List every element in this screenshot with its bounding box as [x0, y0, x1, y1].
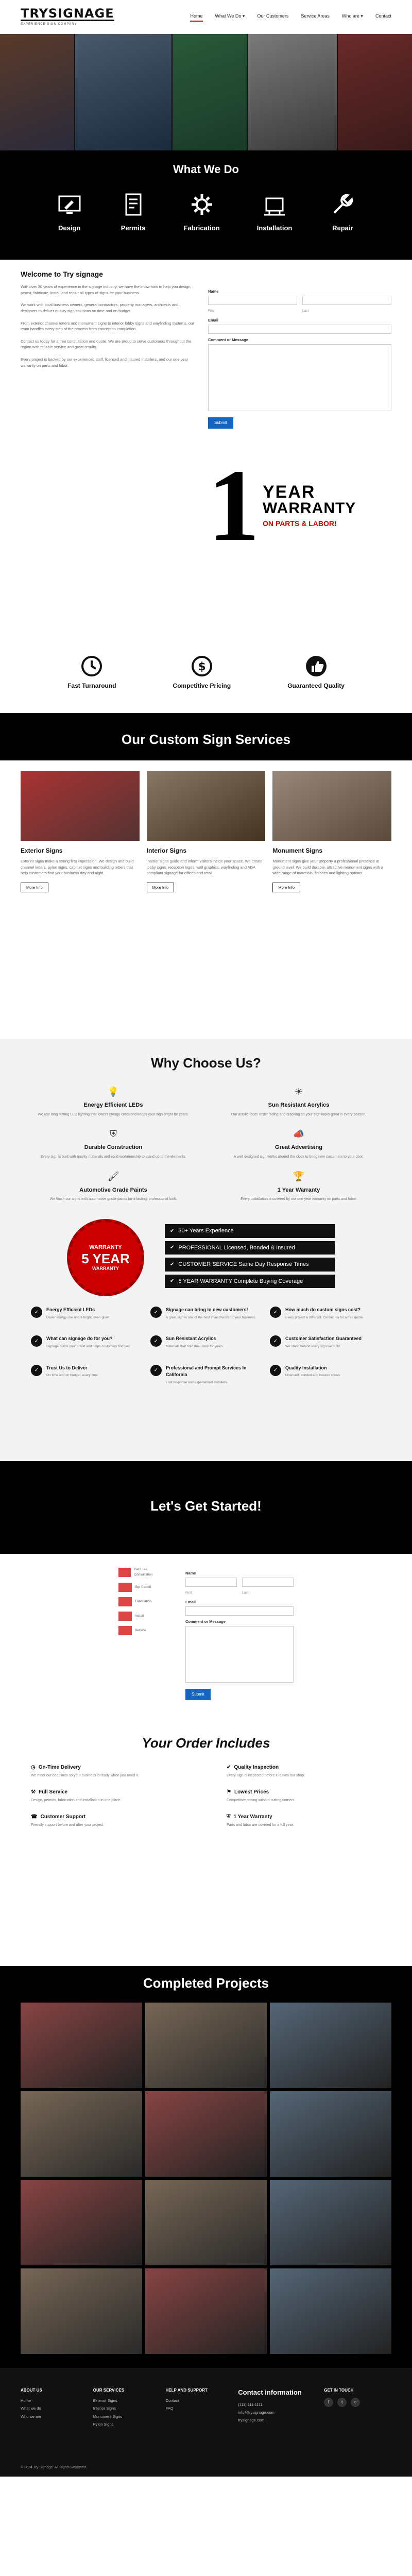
footer-link[interactable]: Who we are	[21, 2414, 42, 2419]
footer-link[interactable]: Pylon Signs	[93, 2421, 114, 2427]
check-icon: ✓	[150, 1307, 162, 1318]
warranty-graphic	[208, 449, 391, 563]
warranty-one: 1	[208, 449, 260, 563]
step-label: Get Free Consultation	[134, 1568, 153, 1577]
service-text: Exterior signs make a strong first impression. We design and build channel letters, pylon signs, cabinet signs and building letters that help customers find your business day and night.	[21, 859, 134, 876]
check-icon: ✓	[31, 1307, 42, 1318]
include-item	[227, 1788, 381, 1804]
hero-image	[0, 34, 74, 150]
service-photo	[21, 771, 140, 841]
footer-link[interactable]: Monument Signs	[93, 2414, 123, 2419]
include-text: Competitive pricing without cutting corners.	[227, 1798, 296, 1802]
benefit-item: ✔ 5 YEAR WARRANTY Complete Buying Coverage	[165, 1275, 335, 1289]
welcome-paragraph: We work with local business owners, general contractors, property managers, architects and designers to deliver quality sign solutions on time and on budget.	[21, 302, 179, 313]
service-repair[interactable]	[329, 191, 356, 233]
service-permits[interactable]	[120, 191, 147, 233]
feature-guaranteed-quality	[287, 654, 345, 690]
fabrication-icon	[188, 191, 215, 218]
include-title: 1 Year Warranty	[233, 1814, 272, 1820]
reason-item	[270, 1335, 381, 1349]
service-design[interactable]	[56, 191, 83, 233]
nav-who-are[interactable]: Who are ▾	[341, 13, 363, 19]
feature-label: Fast Turnaround	[67, 682, 116, 689]
reason-title: Customer Satisfaction Guaranteed	[285, 1336, 362, 1342]
why-title: Automotive Grade Paints	[79, 1187, 147, 1193]
submit-button[interactable]: Submit	[185, 1689, 211, 1700]
footer-contact	[238, 2387, 319, 2477]
warranty-seal	[67, 1219, 144, 1296]
why-text: We finish our signs with automotive grade paints for a lasting, professional look.	[49, 1197, 177, 1201]
welcome-title: Welcome to Try signage	[21, 270, 104, 278]
reason-item	[150, 1335, 262, 1349]
why-title: Energy Efficient LEDs	[83, 1102, 143, 1108]
include-item	[227, 1813, 381, 1828]
footer-heading: HELP AND SUPPORT	[165, 2388, 208, 2393]
service-title: Interior Signs	[146, 847, 186, 854]
hero-image	[173, 34, 247, 150]
reason-text: Materials that hold their color for years.	[166, 1344, 224, 1348]
why-item	[216, 1086, 381, 1117]
logo[interactable]	[21, 7, 114, 27]
reason-title: How much do custom signs cost?	[285, 1307, 361, 1313]
feature-label: Guaranteed Quality	[287, 682, 345, 689]
reason-text: Fast response and experienced installers.	[166, 1380, 228, 1384]
include-text: Every sign is inspected before it leaves our shop.	[227, 1774, 305, 1777]
seal-main: 5 YEAR	[81, 1250, 130, 1266]
service-label: Permits	[121, 224, 146, 232]
shield-icon: ⛨	[110, 1128, 117, 1139]
reason-text: Signage builds your brand and helps customers find you.	[46, 1344, 131, 1348]
reason-text: Licensed, bonded and insured crews.	[285, 1374, 341, 1378]
project-photo[interactable]	[21, 2003, 142, 2088]
why-text: We use long lasting LED lighting that lowers energy costs and keeps your sign bright for years.	[38, 1112, 189, 1116]
why-title: Great Advertising	[275, 1144, 322, 1151]
reason-title: Sun Resistant Acrylics	[166, 1336, 216, 1342]
trophy-icon: 🏆	[293, 1171, 305, 1182]
tools-icon: ⚒	[31, 1789, 36, 1795]
footer-heading: GET IN TOUCH	[324, 2388, 354, 2393]
reason-title: Professional and Prompt Services In California	[166, 1365, 247, 1378]
why-text: Every sign is built with quality materials and solid workmanship to stand up to the elements.	[40, 1155, 186, 1159]
seal-top: WARRANTY	[89, 1244, 122, 1251]
footer-link[interactable]: Home	[21, 2398, 31, 2403]
site-header	[0, 0, 412, 34]
check-icon: ✓	[270, 1335, 281, 1347]
why-item	[31, 1086, 196, 1117]
warranty-word: WARRANTY	[263, 499, 356, 517]
project-photo[interactable]	[21, 2180, 142, 2265]
email-field[interactable]	[208, 325, 391, 334]
nav-contact[interactable]: Contact	[375, 13, 391, 19]
why-item	[216, 1171, 381, 1202]
reason-title: Energy Efficient LEDs	[46, 1307, 95, 1313]
reason-item	[31, 1335, 142, 1349]
why-text: Our acrylic faces resist fading and cracking so your sign looks great in every season.	[231, 1112, 367, 1116]
footer-about	[21, 2387, 88, 2477]
step-label: Get Permit	[135, 1585, 151, 1589]
section-title: Completed Projects	[143, 1975, 269, 1991]
include-title: Quality Inspection	[234, 1765, 279, 1770]
clock-icon	[80, 654, 104, 678]
check-icon: ✓	[31, 1365, 42, 1376]
footer-link[interactable]: What we do	[21, 2406, 41, 2411]
design-icon	[56, 191, 83, 218]
footer-web[interactable]: trysignage.com	[238, 2418, 265, 2422]
include-text: Friendly support before and after your project.	[31, 1823, 105, 1827]
site-footer	[0, 2368, 412, 2477]
footer-phone[interactable]: (111) 111-1111	[238, 2402, 263, 2407]
footer-link[interactable]: Interior Signs	[93, 2406, 116, 2411]
why-title: Sun Resistant Acrylics	[268, 1102, 330, 1108]
why-title: 1 Year Warranty	[277, 1187, 320, 1193]
include-item	[31, 1788, 185, 1804]
first-sublabel: First	[208, 309, 215, 313]
service-card	[272, 771, 391, 1028]
logo-text: TRYSIGNAGE	[21, 6, 114, 21]
warranty-labor: ON PARTS & LABOR!	[263, 519, 337, 528]
footer-services	[93, 2387, 161, 2477]
project-photo[interactable]	[145, 2091, 267, 2177]
megaphone-icon: 📣	[293, 1128, 305, 1139]
section-title: Why Choose Us?	[151, 1055, 261, 1071]
reason-item	[270, 1307, 381, 1320]
logo-tagline: EXPERIENCE SIGN COMPANY	[21, 22, 77, 26]
start-form	[185, 1567, 294, 1716]
footer-heading: Contact information	[238, 2388, 302, 2396]
twitter-icon[interactable]: t	[337, 2398, 347, 2407]
main-nav	[190, 12, 391, 22]
project-photo[interactable]	[21, 2091, 142, 2177]
project-photo[interactable]	[145, 2180, 267, 2265]
copyright: © 2024 Try Signage. All Rights Reserved.	[21, 2465, 87, 2469]
clock-icon: ◷	[31, 1765, 36, 1770]
benefit-item: ✔ CUSTOMER SERVICE Same Day Response Times	[165, 1258, 335, 1272]
service-label: Fabrication	[183, 224, 220, 232]
service-title: Monument Signs	[272, 847, 322, 854]
reason-text: On time and on budget, every time.	[46, 1374, 99, 1378]
comment-field[interactable]	[185, 1626, 294, 1683]
project-photo[interactable]	[21, 2268, 142, 2354]
permits-icon	[120, 191, 147, 218]
repair-icon	[329, 191, 356, 218]
hero-image	[338, 34, 412, 150]
email-label: Email	[208, 317, 219, 323]
project-photo[interactable]	[270, 2003, 391, 2088]
service-label: Installation	[256, 224, 293, 232]
instagram-icon[interactable]: ○	[351, 2398, 360, 2407]
step-label: Fabrication	[135, 1599, 152, 1603]
last-name-field[interactable]	[302, 296, 391, 305]
welcome-paragraph: With over 30 years of experience in the signage industry, we have the know-how to help you design, permit, fabricate, install and repair all types of signs for your business.	[21, 284, 192, 295]
project-photo[interactable]	[270, 2180, 391, 2265]
check-icon: ✓	[31, 1335, 42, 1347]
nav-what-we-do[interactable]: What We Do ▾	[215, 13, 245, 19]
reason-text: We stand behind every sign we build.	[285, 1344, 341, 1348]
check-icon: ✓	[270, 1307, 281, 1318]
why-item	[31, 1128, 196, 1160]
feature-fast-turnaround	[67, 654, 116, 690]
footer-link[interactable]: Exterior Signs	[93, 2398, 117, 2403]
footer-help	[166, 2387, 233, 2477]
services-heading: Our Custom Sign Services	[0, 713, 412, 760]
benefit-item: ✔ PROFESSIONAL Licensed, Bonded & Insured	[165, 1241, 335, 1255]
email-field[interactable]	[185, 1606, 294, 1616]
first-name-field[interactable]	[208, 296, 297, 305]
reason-item	[31, 1365, 142, 1385]
name-label: Name	[185, 1571, 196, 1575]
step-thumb	[118, 1568, 131, 1577]
features-row	[0, 651, 412, 713]
reason-title: Quality Installation	[285, 1365, 327, 1370]
check-icon: ✔	[227, 1765, 231, 1770]
benefit-item: ✔ 30+ Years Experience	[165, 1224, 335, 1238]
process-step	[118, 1583, 165, 1592]
bulb-icon: 💡	[107, 1086, 119, 1097]
why-text: A well designed sign works around the clock to bring new customers to your door.	[233, 1155, 364, 1159]
check-icon: ✓	[150, 1365, 162, 1376]
footer-heading: OUR SERVICES	[93, 2388, 125, 2393]
include-item	[31, 1764, 185, 1779]
reason-item	[270, 1365, 381, 1385]
welcome-text	[21, 269, 196, 651]
reason-text: Every project is different. Contact us for a free quote.	[285, 1315, 364, 1319]
reason-title: Trust Us to Deliver	[46, 1365, 88, 1370]
project-gallery	[0, 2003, 412, 2354]
service-label: Design	[58, 224, 81, 232]
why-item	[31, 1171, 196, 1202]
hero-image	[75, 34, 171, 150]
reason-item	[31, 1307, 142, 1320]
include-text: Parts and labor are covered for a full year.	[227, 1823, 294, 1827]
last-sublabel: Last	[302, 309, 309, 313]
process-step	[118, 1567, 165, 1578]
include-text: We meet our deadlines so your business is ready when you need it.	[31, 1774, 139, 1777]
tag-icon: ⚑	[227, 1789, 231, 1795]
submit-button[interactable]: Submit	[208, 417, 233, 429]
welcome-paragraph: Contact us today for a free consultation and quote. We are proud to serve customers throughout the region with reliable service and great results.	[21, 338, 192, 350]
sun-icon: ☀	[294, 1086, 303, 1097]
more-info-button[interactable]: More Info	[272, 883, 300, 892]
step-thumb	[118, 1583, 132, 1592]
process-step	[118, 1597, 165, 1606]
footer-heading: ABOUT US	[21, 2388, 42, 2393]
include-title: Full Service	[38, 1789, 68, 1795]
service-text: Interior signs guide and inform visitors inside your space. We create lobby signs, reception logos, wall graphics, wayfinding and ADA compliant signage for offices and retail.	[146, 859, 263, 876]
benefit-list	[165, 1224, 335, 1291]
feature-competitive-pricing	[173, 654, 231, 690]
service-label: Repair	[332, 224, 353, 232]
hero-image	[248, 34, 337, 150]
step-thumb	[118, 1612, 132, 1621]
facebook-icon[interactable]: f	[324, 2398, 333, 2407]
welcome-section	[0, 260, 412, 651]
reason-title: What can signage do for you?	[46, 1336, 113, 1342]
why-item	[216, 1128, 381, 1160]
process-step	[118, 1612, 165, 1621]
warranty-year: YEAR	[263, 482, 316, 502]
first-name-field[interactable]	[185, 1578, 237, 1587]
headset-icon: ☎	[31, 1814, 38, 1820]
footer-link[interactable]: FAQ	[165, 2406, 174, 2411]
include-title: Lowest Prices	[234, 1789, 269, 1795]
footer-touch	[324, 2387, 391, 2477]
last-name-field[interactable]	[242, 1578, 294, 1587]
services-section	[0, 760, 412, 1039]
welcome-paragraph: From exterior channel letters and monument signs to interior lobby signs and wayfinding systems, our team handles every step of the process from concept to completion.	[21, 320, 194, 332]
service-card	[147, 771, 266, 1028]
why-title: Durable Construction	[84, 1144, 143, 1151]
include-item	[227, 1764, 381, 1779]
email-label: Email	[185, 1599, 196, 1604]
service-title: Exterior Signs	[21, 847, 63, 854]
service-card	[21, 771, 140, 1028]
process-step	[118, 1626, 165, 1635]
nav-home[interactable]: Home	[190, 12, 202, 22]
include-item	[31, 1813, 185, 1828]
lets-get-started-banner: Let's Get Started!	[0, 1461, 412, 1554]
project-photo[interactable]	[270, 2091, 391, 2177]
footer-email[interactable]: info@trysignage.com	[238, 2410, 274, 2415]
section-title: What We Do	[173, 163, 239, 176]
completed-projects-section	[0, 1966, 412, 2368]
reason-item	[150, 1307, 262, 1320]
thumbs-up-icon	[304, 654, 328, 678]
paint-icon: 🖌	[107, 1171, 119, 1182]
why-choose-us-section	[0, 1039, 412, 1461]
step-thumb	[118, 1597, 132, 1606]
step-label: Service	[135, 1628, 146, 1632]
installation-icon	[261, 191, 288, 218]
why-text: Every installation is covered by our one year warranty on parts and labor.	[240, 1197, 357, 1201]
seal-bottom: WARRANTY	[92, 1265, 119, 1271]
project-photo[interactable]	[145, 2003, 267, 2088]
check-icon: ✓	[150, 1335, 162, 1347]
project-photo[interactable]	[270, 2268, 391, 2354]
last-sublabel: Last	[242, 1591, 249, 1595]
nav-service-areas[interactable]: Service Areas	[301, 13, 330, 19]
include-title: Customer Support	[40, 1814, 86, 1820]
reason-text: Lower energy use and a bright, even glow.	[46, 1315, 110, 1319]
more-info-button[interactable]: More Info	[21, 883, 48, 892]
service-installation[interactable]	[257, 191, 293, 233]
include-text: Design, permits, fabrication and installation in one place.	[31, 1798, 122, 1802]
reason-text: A great sign is one of the best investments for your business.	[166, 1315, 256, 1319]
check-icon: ✓	[270, 1365, 281, 1376]
include-title: On-Time Delivery	[38, 1765, 81, 1770]
step-thumb	[118, 1626, 132, 1635]
contact-form	[208, 269, 391, 651]
section-title: Your Order Includes	[142, 1735, 270, 1751]
reason-item	[150, 1365, 262, 1385]
service-photo	[272, 771, 391, 841]
hero-banner	[0, 34, 412, 150]
step-label: Install	[135, 1614, 144, 1618]
more-info-button[interactable]: More Info	[147, 883, 175, 892]
comment-field[interactable]	[208, 344, 391, 411]
nav-our-customers[interactable]: Our Customers	[257, 13, 289, 19]
footer-link[interactable]: Contact	[165, 2398, 179, 2403]
service-fabrication[interactable]	[184, 191, 220, 233]
comment-label: Comment or Message	[208, 337, 248, 342]
project-photo[interactable]	[145, 2268, 267, 2354]
shield-icon: ⛨	[227, 1814, 231, 1820]
first-sublabel: First	[185, 1591, 192, 1595]
welcome-paragraph: Every project is backed by our experienced staff, licensed and insured installers, and our one year warranty on parts and labor.	[21, 357, 188, 368]
svg-text:$: $	[198, 660, 206, 673]
service-photo	[147, 771, 266, 841]
order-includes-section	[0, 1729, 412, 1966]
process-list	[118, 1567, 165, 1716]
comment-label: Comment or Message	[185, 1619, 226, 1624]
dollar-icon	[190, 654, 214, 678]
reason-title: Signage can bring in new customers!	[166, 1307, 248, 1313]
start-form-section	[0, 1554, 412, 1729]
feature-label: Competitive Pricing	[173, 682, 231, 689]
name-label: Name	[208, 289, 219, 294]
service-text: Monument signs give your property a professional presence at ground level. We build durable, attractive monument signs with a wide range of materials, finishes and lighting options.	[272, 859, 383, 876]
what-we-do-section	[0, 150, 412, 260]
